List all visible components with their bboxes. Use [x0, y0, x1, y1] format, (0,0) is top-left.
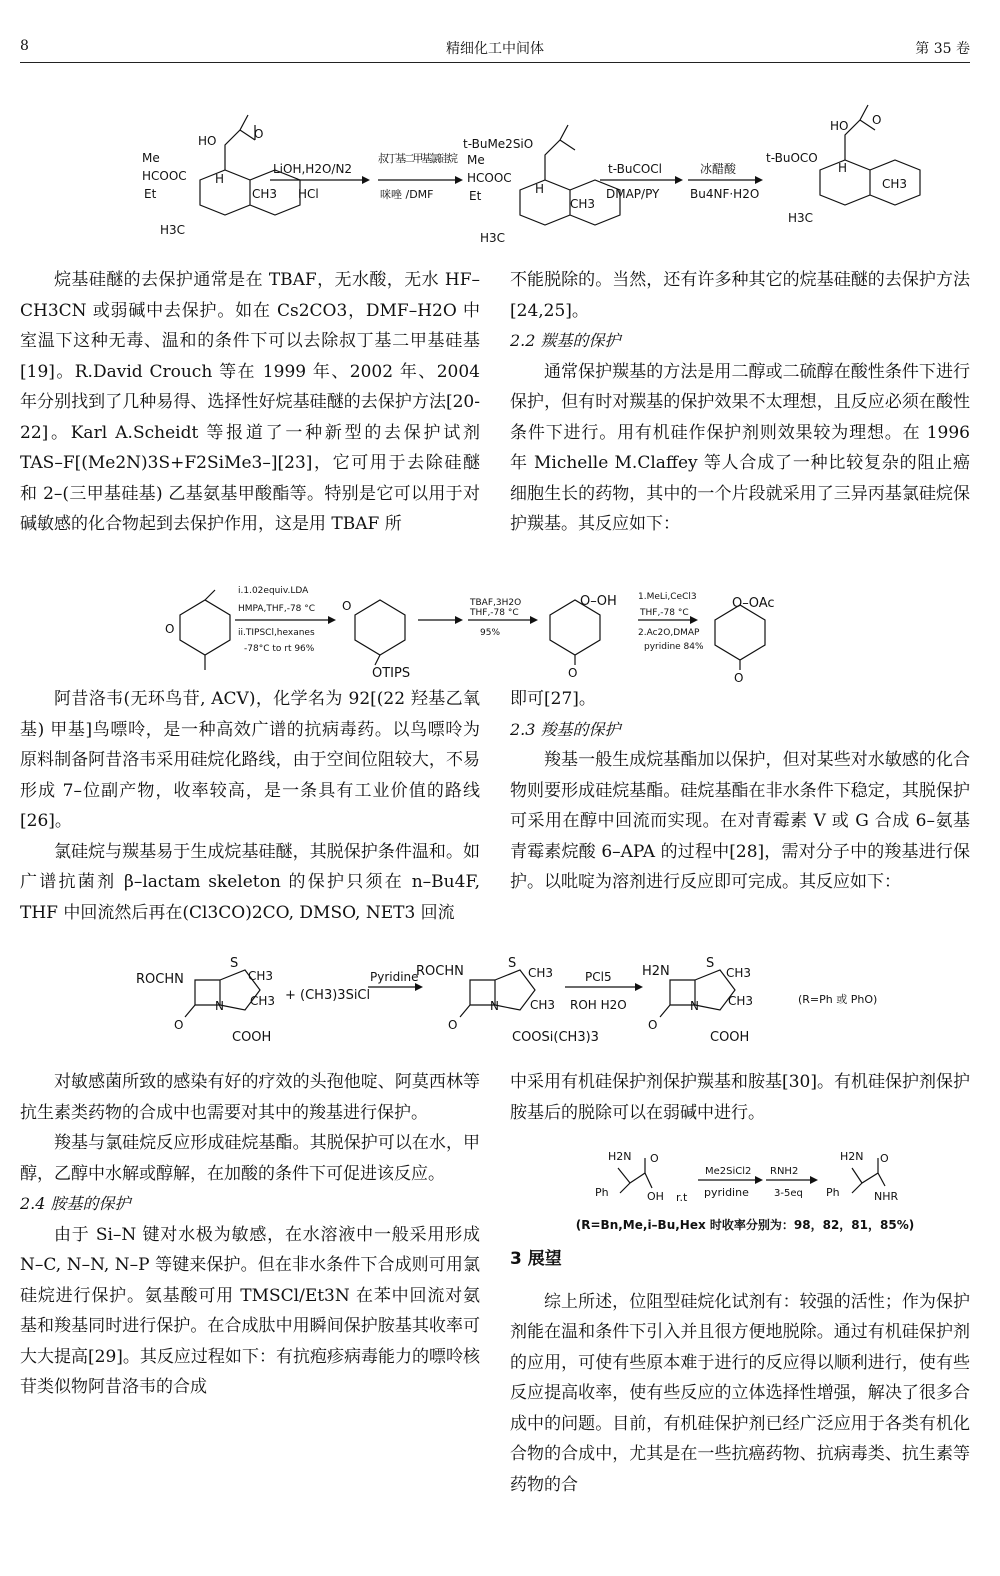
scheme-2-tips-protection [160, 585, 820, 685]
label-rochn-2: ROCHN [416, 964, 464, 979]
label-hcooc-2: HCOOC [467, 171, 512, 185]
paragraph-continued-2: 即可[27]。 [510, 689, 596, 709]
arrowhead-2-3 [530, 616, 538, 624]
label-o-4b: O [880, 1152, 889, 1165]
reactant-1 [142, 115, 300, 237]
arrowhead-4 [755, 176, 763, 184]
label-o-2d: O [734, 671, 744, 685]
label-ho-1: HO [198, 134, 217, 148]
arrow2-bottom: 咪唑 /DMF [380, 188, 434, 201]
arrow4-top: 冰醋酸 [700, 162, 737, 176]
label-h3c-3: H3C [788, 211, 814, 225]
label-tbs: t-BuMe2SiO [463, 137, 534, 151]
label-h2n-4a: H2N [608, 1150, 632, 1163]
arrow21-bot2: -78°C to rt 96% [244, 644, 315, 654]
label-et-2: Et [469, 189, 482, 203]
label-hcooc-1: HCOOC [142, 169, 187, 183]
label-s-2: S [508, 956, 517, 971]
left-column-block-3 [20, 1067, 480, 1403]
arrow24-top2: THF,-78 °C [640, 608, 689, 618]
section-heading-2-2: 2.2 羰基的保护 [510, 331, 621, 350]
label-tmscl: + (CH3)3SiCl [285, 988, 371, 1003]
label-o-3c: O [648, 1018, 658, 1032]
6-apa-product [642, 956, 753, 1045]
arrow24-bot1: 2.Ac2O,DMAP [638, 628, 700, 638]
label-ooh: O–OH [580, 594, 617, 609]
label-cooh-1: COOH [232, 1030, 272, 1045]
label-h2n-4b: H2N [840, 1150, 864, 1163]
left-column-block-2 [20, 684, 480, 928]
running-header [20, 38, 970, 60]
scheme-1-lovastatin-protection [130, 110, 920, 250]
label-o-2a: O [165, 622, 175, 636]
journal-title: 精细化工中间体 [446, 41, 544, 57]
label-ch3-2: CH3 [570, 197, 596, 211]
arrowhead-2-2 [455, 616, 463, 624]
label-n-1: N [215, 999, 224, 1013]
label-h3c-2: H3C [480, 231, 506, 245]
arrow42-bottom: 3-5eq [774, 1188, 803, 1199]
arrow41-bottom: pyridine [704, 1186, 749, 1199]
compound-2b [342, 599, 410, 681]
label-coosi: COOSi(CH3)3 [512, 1030, 599, 1045]
paragraph-silyl-ester: 羧基与氯硅烷反应形成硅烷基酯。其脱保护可以在水，甲醇，乙醇中水解或醇解，在加酸的条件下可促进该反应。 [20, 1133, 480, 1184]
label-ph-4a: Ph [595, 1186, 609, 1199]
arrow23-top2: THF,-78 °C [470, 608, 519, 618]
arrowhead-3-1 [415, 983, 423, 991]
right-column-block-4 [510, 1244, 970, 1500]
label-ch3-1b: CH3 [250, 994, 276, 1008]
arrow24-top1: 1.MeLi,CeCl3 [638, 592, 697, 602]
arrowhead-4-2 [810, 1176, 818, 1184]
compound-2a [165, 590, 230, 670]
label-tbuoco: t-BuOCO [766, 151, 818, 165]
arrow23-bot: 95% [480, 628, 501, 638]
arrowhead-1 [362, 176, 370, 184]
label-cooh-3: COOH [710, 1030, 750, 1045]
arrow23-top1: TBAF,3H2O [470, 598, 522, 608]
arrow3-bottom: DMAP/PY [606, 187, 660, 201]
label-o-2b: O [342, 599, 352, 613]
page-number: 8 [20, 38, 29, 54]
section-heading-2-3: 2.3 羧基的保护 [510, 719, 621, 739]
header-rule [20, 62, 970, 63]
amide-product [826, 1150, 899, 1203]
scheme-4-caption: (R=Bn,Me,i–Bu,Hex 时收率分别为：98，82，81，85%) [575, 1218, 915, 1232]
label-ch3-3b: CH3 [728, 994, 754, 1008]
arrow4-bottom: Bu4NF·H2O [690, 187, 760, 201]
label-ch3-1: CH3 [252, 187, 278, 201]
penicillin-reactant [136, 956, 275, 1045]
label-ph-4b: Ph [826, 1186, 840, 1199]
scheme-4-amino-acid-amide [590, 1148, 920, 1208]
label-me-1: Me [142, 151, 160, 165]
label-o-2c: O [568, 666, 578, 680]
label-n-3: N [690, 999, 699, 1013]
arrow24-bot2: pyridine 84% [644, 642, 704, 652]
note-r-group: (R=Ph 或 PhO) [798, 993, 878, 1006]
compound-2c [550, 594, 617, 680]
label-h-3: H [838, 161, 848, 175]
label-nhr: NHR [874, 1190, 899, 1203]
label-et-1: Et [144, 187, 157, 201]
paragraph-carboxyl-protection: 羧基一般生成烷基酯加以保护，但对某些对水敏感的化合物则要形成硅烷基酯。硅烷基酯在非水条件下稳定，其脱保护可采用在醇中回流而实现。在对青霉素 V 或 G 合成 6–氨基青霉素烷酸 6–APA 的过程中[28]，需对分子中的羧基进行保护。以吡啶为溶剂进行反应即可完成。其反应如下： [510, 750, 970, 892]
label-ch3-2b: CH3 [530, 998, 556, 1012]
paragraph-carbonyl-protection: 通常保护羰基的方法是用二醇或二硫醇在酸性条件下进行保护，但有时对羰基的保护效果不太理想，且反应必须在酸性条件下进行。用有机硅作保护剂则效果较为理想。在 1996 年 Michelle M.Claffey 等人合成了一种比较复杂的阻止癌细胞生长的药物，其中的一个片段就采用了三异丙基氯硅烷保护羰基。其反应如下： [510, 361, 970, 534]
label-rt: r.t [676, 1191, 688, 1204]
arrowhead-3-2 [635, 983, 643, 991]
left-column-block-1 [20, 265, 480, 540]
arrow42-top: RNH2 [770, 1166, 799, 1177]
label-o-3b: O [448, 1018, 458, 1032]
right-column-block-3 [510, 1067, 970, 1128]
label-n-2: N [490, 999, 499, 1013]
label-h-2: H [535, 182, 545, 196]
label-ooac: O–OAc [732, 596, 775, 611]
label-me-2: Me [467, 153, 485, 167]
arrow3-top: t-BuCOCl [608, 162, 662, 176]
arrowhead-2 [455, 176, 463, 184]
right-column-block-2 [510, 684, 970, 898]
section-heading-3: 3 展望 [510, 1249, 562, 1269]
paragraph-deprotection: 烷基硅醚的去保护通常是在 TBAF，无水酸，无水 HF–CH3CN 或弱碱中去保护。如在 Cs2CO3，DMF–H2O 中室温下这种无毒、温和的条件下可以去除叔丁基二甲基硅基 [19]。R.David Crouch 等在 1999 年、2002 年、2004 年分别找到了几种易得、选择性好烷基硅醚的去保护方法[20-22]。Karl A.Scheidt 等报道了一种新型的去保护试剂 TAS–F[(Me2N)3S+F2SiMe3–][23]，它可用于去除硅醚和 2–(三甲基硅基) 乙基氨基甲酸酯等。特别是它可以用于对碱敏感的化合物起到去保护作用，这是用 TBAF 所 [20, 270, 480, 534]
volume-label: 第 35 卷 [915, 41, 970, 57]
paragraph-antibiotics: 对敏感菌所致的感染有好的疗效的头孢他啶、阿莫西林等抗生素类药物的合成中也需要对其中的羧基进行保护。 [20, 1072, 480, 1123]
compound-2d [715, 596, 775, 685]
paragraph-continued-3: 中采用有机硅保护剂保护羰基和胺基[30]。有机硅保护剂保护胺基后的脱除可以在弱碱中进行。 [510, 1072, 970, 1123]
arrow41-top: Me2SiCl2 [705, 1166, 752, 1177]
label-s-1: S [230, 956, 239, 971]
label-ch3-2a: CH3 [528, 966, 554, 980]
right-column-block-1 [510, 265, 970, 540]
label-s-3: S [706, 956, 715, 971]
intermediate-1 [463, 125, 620, 245]
label-ch3-3: CH3 [882, 177, 908, 191]
label-ch3-3a: CH3 [726, 966, 752, 980]
label-h2n-3: H2N [642, 964, 670, 979]
label-h-1: H [215, 172, 225, 186]
label-oh-4a: OH [647, 1190, 664, 1203]
section-heading-2-4: 2.4 胺基的保护 [20, 1194, 131, 1213]
label-h3c-1: H3C [160, 223, 186, 237]
amino-acid-reactant [595, 1150, 664, 1203]
arrow32-top: PCl5 [585, 970, 612, 984]
label-o-3a: O [174, 1018, 184, 1032]
arrow21-top1: i.1.02equiv.LDA [238, 586, 309, 596]
paragraph-chlorosilane: 氯硅烷与羰基易于生成烷基硅醚，其脱保护条件温和。如广谱抗菌剂 β–lactam skeleton 的保护只须在 n–Bu4F, THF 中回流然后再在(Cl3CO)2CO, DMSO, NET3 回流 [20, 841, 480, 923]
arrowhead-4-1 [755, 1176, 763, 1184]
scheme-3-penicillin-silylation [130, 955, 910, 1050]
paragraph-acyclovir: 阿昔洛韦(无环鸟苷, ACV)，化学名为 92[(22 羟基乙氧基) 甲基]鸟嘌呤，是一种高效广谱的抗病毒药。以鸟嘌呤为原料制备阿昔洛韦采用硅烷化路线，由于空间位阻较大，不易形成 7–位副产物，收率较高，是一条具有工业价值的路线[26]。 [20, 689, 480, 831]
paragraph-continued: 不能脱除的。当然，还有许多种其它的烷基硅醚的去保护方法[24,25]。 [510, 270, 970, 321]
arrow1-top: LiOH,H2O/N2 [273, 162, 353, 176]
product-1 [766, 105, 920, 225]
arrow21-top2: HMPA,THF,-78 °C [238, 604, 316, 614]
arrowhead-3 [675, 176, 683, 184]
label-ho-3: HO [830, 119, 849, 133]
arrow32-bottom: ROH H2O [570, 998, 627, 1012]
label-o-4a: O [650, 1152, 659, 1165]
arrowhead-2-4 [690, 616, 698, 624]
label-o-3: O [872, 113, 882, 127]
arrow2-top: 叔丁基二甲基氯硅烷 [378, 152, 458, 165]
arrow31-top: Pyridine [370, 970, 419, 984]
label-o-1: O [254, 127, 264, 141]
arrowhead-2-1 [328, 616, 336, 624]
label-ch3-1a: CH3 [248, 969, 274, 983]
paragraph-outlook: 综上所述，位阻型硅烷化试剂有：较强的活性；作为保护剂能在温和条件下引入并且很方便地脱除。通过有机硅保护剂的应用，可使有些原本难于进行的反应得以顺利进行，使有些反应提高收率，使有些反应的立体选择性增强，解决了很多合成中的问题。目前，有机硅保护剂已经广泛应用于各类有机化合物的合成中，尤其是在一些抗癌药物、抗病毒类、抗生素等药物的合 [510, 1291, 970, 1495]
arrow21-bot1: ii.TIPSCl,hexanes [238, 628, 315, 638]
arrow1-bottom: HCl [298, 187, 319, 201]
label-otips: OTIPS [372, 666, 411, 681]
paragraph-amine-protection: 由于 Si–N 键对水极为敏感，在水溶液中一般采用形成 N–C, N–N, N–P 等键来保护。但在非水条件下合成则可用氯硅烷进行保护。氨基酸可用 TMSCl/Et3N 在苯中回流对氨基和羧基同时进行保护。在合成肽中用瞬间保护胺基其收率可大大提高[29]。其反应过程如下：有抗疱疹病毒能力的嘌呤核苷类似物阿昔洛韦的合成 [20, 1224, 480, 1397]
label-rochn-1: ROCHN [136, 972, 184, 987]
